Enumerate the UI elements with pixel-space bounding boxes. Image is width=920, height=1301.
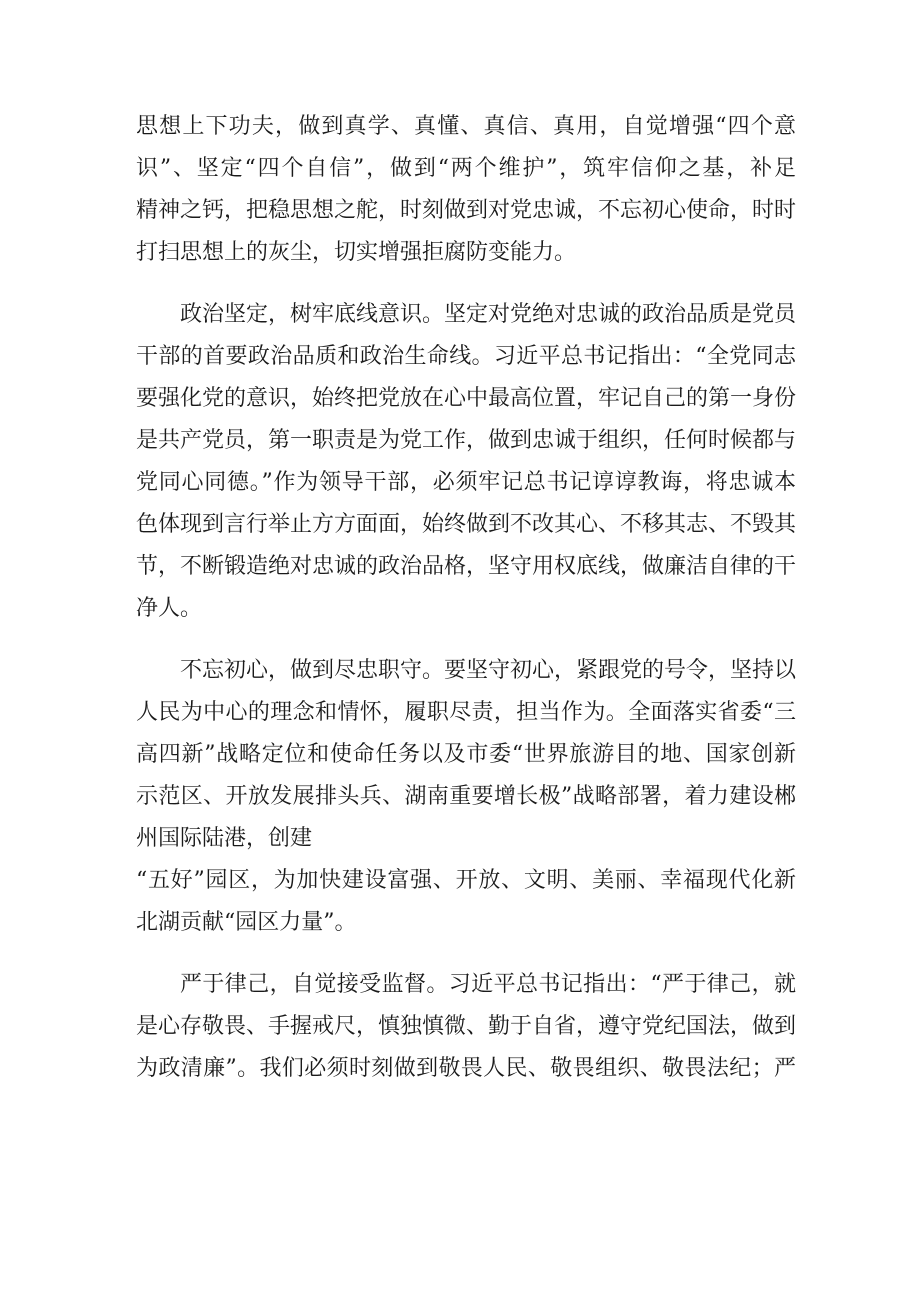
text-line: 州国际陆港，创建 — [136, 826, 313, 851]
text-line: 高四新”战略定位和使命任务以及市委“世界旅游目的地、国家创新 — [136, 742, 796, 767]
text-line: 干部的首要政治品质和政治生命线。习近平总书记指出：“全党同志 — [136, 344, 796, 369]
text-line: 要强化党的意识，始终把党放在心中最高位置，牢记自己的第一身份 — [136, 386, 797, 411]
text-line: 是共产党员，第一职责是为党工作，做到忠诚于组织，任何时候都与 — [136, 428, 797, 453]
text-line: “五好”园区，为加快建设富强、开放、文明、美丽、幸福现代化新 — [136, 868, 796, 893]
text-line: 思想上下功夫，做到真学、真懂、真信、真用，自觉增强“四个意 — [136, 114, 796, 139]
paragraph — [136, 294, 796, 630]
text-line: 政治坚定，树牢底线意识。坚定对党绝对忠诚的政治品质是党员 — [180, 302, 797, 327]
text-line: 是心存敬畏、手握戒尺，慎独慎微、勤于自省，遵守党纪国法，做到 — [136, 1014, 797, 1039]
text-line: 节，不断锻造绝对忠诚的政治品格，坚守用权底线，做廉洁自律的干 — [136, 554, 797, 579]
text-line: 为政清廉”。我们必须时刻做到敬畏人民、敬畏组织、敬畏法纪；严 — [136, 1056, 796, 1081]
text-line: 人民为中心的理念和情怀，履职尽责，担当作为。全面落实省委“三 — [136, 700, 796, 725]
text-line: 北湖贡献“园区力量”。 — [136, 910, 357, 935]
text-line: 示范区、开放发展排头兵、湖南重要增长极”战略部署，着力建设郴 — [136, 784, 796, 809]
text-line: 色体现到言行举止方方面面，始终做到不改其心、不移其志、不毁其 — [136, 512, 797, 537]
paragraph — [136, 650, 796, 944]
text-line: 净人。 — [136, 596, 203, 621]
text-line: 严于律己，自觉接受监督。习近平总书记指出：“严于律己，就 — [180, 972, 796, 997]
paragraph-gap — [136, 944, 796, 964]
text-line: 党同心同德。”作为领导干部，必须牢记总书记谆谆教诲，将忠诚本 — [136, 470, 796, 495]
document-body — [136, 106, 796, 1090]
text-line: 精神之钙，把稳思想之舵，时刻做到对党忠诚，不忘初心使命，时时 — [136, 198, 797, 223]
paragraph — [136, 106, 796, 274]
text-line: 打扫思想上的灰尘，切实增强拒腐防变能力。 — [136, 240, 577, 265]
paragraph — [136, 964, 796, 1090]
text-line: 不忘初心，做到尽忠职守。要坚守初心，紧跟党的号令，坚持以 — [180, 658, 797, 683]
text-line: 识”、坚定“四个自信”，做到“两个维护”，筑牢信仰之基，补足 — [136, 156, 796, 181]
paragraph-gap — [136, 630, 796, 650]
paragraph-gap — [136, 274, 796, 294]
